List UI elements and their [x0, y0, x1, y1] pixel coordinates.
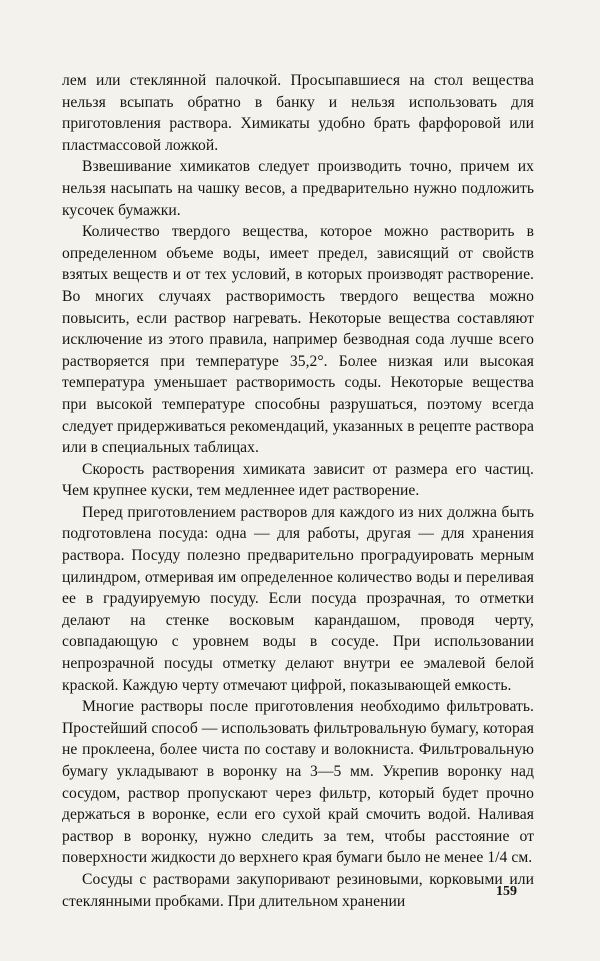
paragraph-3: Количество твердого вещества, которое можно растворить в определенном объеме воды, имеет предел, зависящий от свойств взятых веществ и от тех условий, в которых производят растворение. Во многих случаях растворимость твердого вещества можно повысить, если раствор нагревать. Некоторые вещества составляют исключение из этого правила, например безводная сода лучше всего растворяется при температуре 35,2°. Более низкая или высокая температура уменьшает растворимость соды. Некоторые вещества при высокой температуре способны разрушаться, поэтому всегда следует придерживаться рекомендаций, указанных в рецепте раствора или в специальных таблицах.	[62, 223, 534, 457]
paragraph-1: лем или стеклянной палочкой. Просыпавшиеся на стол вещества нельзя всыпать обратно в банку и нельзя использовать для приготовления раствора. Химикаты удобно брать фарфоровой или пластмассовой ложкой.	[62, 72, 534, 154]
paragraph-6: Многие растворы после приготовления необходимо фильтровать. Простейший способ — использовать фильтровальную бумагу, которая не проклеена, более чиста по составу и волокниста. Фильтровальную бумагу укладывают в воронку на 3—5 мм. Укрепив воронку над сосудом, раствор пропускают через фильтр, который будет прочно держаться в воронке, если его сухой край смочить водой. Наливая раствор в воронку, нужно следить за тем, чтобы расстояние от поверхности жидкости до верхнего края бумаги было не менее 1/4 см.	[62, 698, 534, 867]
paragraph-4: Скорость растворения химиката зависит от размера его частиц. Чем крупнее куски, тем медленнее идет растворение.	[62, 460, 534, 500]
body-text	[62, 70, 534, 912]
paragraph-5: Перед приготовлением растворов для каждого из них должна быть подготовлена посуда: одна — для работы, другая — для хранения раствора. Посуду полезно предварительно проградуировать мерным цилиндром, отмеривая им определенное количество воды и переливая ее в градуируемую посуду. Если посуда прозрачная, то отметки делают на стенке восковым карандашом, проводя черту, совпадающую с уровнем воды в сосуде. При использовании непрозрачной посуды отметку делают внутри ее эмалевой белой краской. Каждую черту отмечают цифрой, показывающей емкость.	[62, 503, 534, 694]
page-number: 159	[496, 884, 517, 899]
paragraph-2: Взвешивание химикатов следует производить точно, причем их нельзя насыпать на чашку весов, а предварительно нужно подложить кусочек бумажки.	[62, 158, 534, 219]
paragraph-7: Сосуды с растворами закупоривают резиновыми, корковыми или стеклянными пробками. При длительном хранении	[62, 870, 534, 910]
